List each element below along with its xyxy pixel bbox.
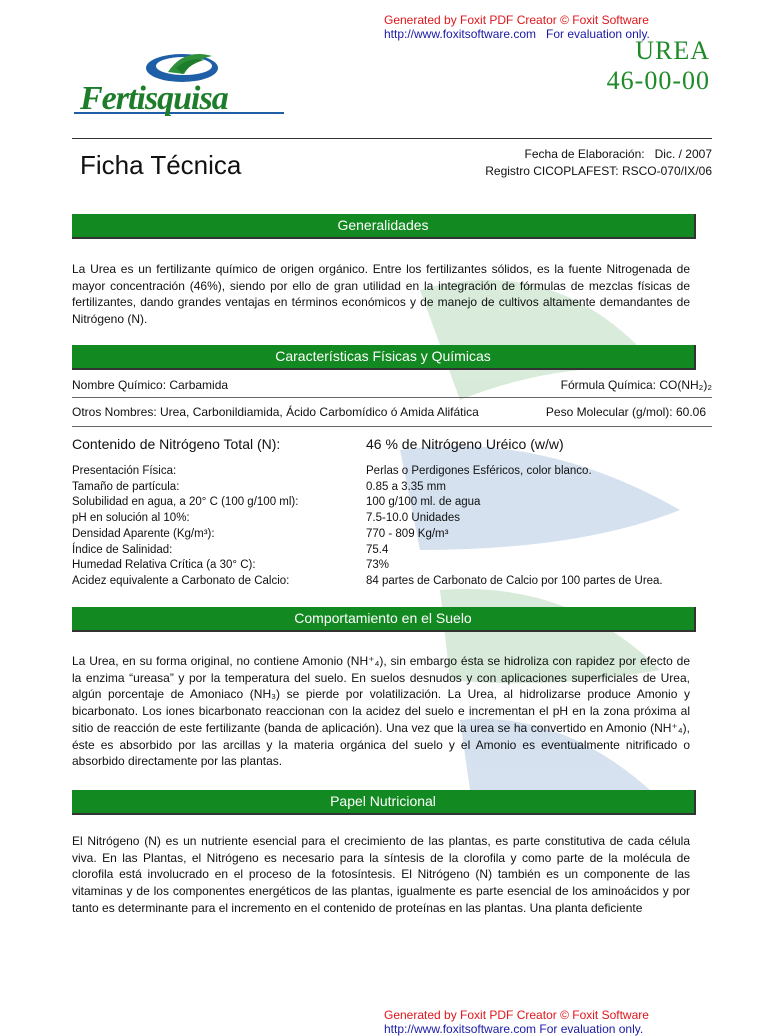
fecha-value: Dic. / 2007 — [654, 147, 712, 161]
property-label: Tamaño de partícula: — [72, 480, 180, 493]
property-label: Índice de Salinidad: — [72, 543, 173, 556]
formula-quimica: Fórmula Química: CO(NH₂)₂ — [560, 378, 712, 392]
property-row — [72, 480, 712, 496]
fecha-row — [470, 146, 712, 163]
foxit-watermark-bottom — [384, 1008, 649, 1036]
otros-nombres: Otros Nombres: Urea, Carbonildiamida, Ácido Carbomídico ó Amida Alifática — [72, 405, 479, 419]
product-heading — [607, 36, 710, 96]
nombre-quimico: Nombre Químico: Carbamida — [72, 378, 229, 392]
property-label: pH en solución al 10%: — [72, 512, 190, 525]
property-row — [72, 527, 712, 543]
registro: Registro CICOPLAFEST: RSCO-070/IX/06 — [485, 164, 712, 178]
property-row — [72, 543, 712, 559]
section-papel-nutricional-header: Papel Nutricional — [72, 790, 696, 815]
watermark-bottom-line-2: http://www.foxitsoftware.com For evaluation only. — [384, 1022, 644, 1036]
property-row — [72, 574, 712, 590]
section-comportamiento-header: Comportamiento en el Suelo — [72, 607, 696, 632]
contenido-nitrogeno-label: Contenido de Nitrógeno Total (N): — [72, 436, 281, 452]
property-value: Perlas o Perdigones Esféricos, color blanco. — [366, 465, 592, 477]
property-value: 84 partes de Carbonato de Calcio por 100 partes de Urea. — [366, 574, 663, 587]
properties-table — [72, 464, 712, 590]
papel-nutricional-text: El Nitrógeno (N) es un nutriente esencial para el crecimiento de las plantas, es parte constitutiva de cada célula viva. En las Plantas, el Nitrógeno es necesario para la síntesis de la clorofila y como parte de la molécula de clorofila está involucrado en el proceso de la fotosíntesis. El Nitrógeno (N) también es un componente de las vitaminas y de los componentes energéticos de las plantas, igualmente es parte esencial de los aminoácidos y por tanto es determinante para el incremento en el contenido de proteínas en las plantas. Una planta deficiente — [72, 834, 690, 915]
logo-wordmark: Fertisquisa — [80, 80, 228, 117]
property-label: Acidez equivalente a Carbonato de Calcio: — [72, 574, 290, 587]
comportamiento-text: La Urea, en su forma original, no contiene Amonio (NH⁺₄), sin embargo ésta se hidroliza con rapidez por efecto de la enzima “ureasa” y por la temperatura del suelo. En suelos desnudos y con aplicaciones superficiales de Urea, algún porcentaje de Amoniaco (NH₃) se pierde por volatilización. La Urea, al hidrolizarse produce Amonio y bicarbonato. Los iones bicarbonato reaccionan con la acidez del suelo e incrementan el pH en la zona próxima al sitio de reacción de este fertilizante (banda de aplicación). Una vez que la urea se ha convertido en Amonio (NH⁺₄), éste es absorbido por las arcillas y la materia orgánica del suelo y el Amonio es eventualmente nitrificado o absorbido directamente por las plantas. — [72, 654, 690, 769]
property-value: 0.85 a 3.35 mm — [366, 480, 446, 493]
divider-1 — [72, 397, 712, 398]
document-title: Ficha Técnica — [80, 150, 242, 180]
section-caracteristicas-header: Características Físicas y Químicas — [72, 345, 696, 370]
property-value: 73% — [366, 559, 390, 572]
property-value: 7.5-10.0 Unidades — [366, 512, 460, 525]
property-row — [72, 464, 712, 480]
generalidades-text: La Urea es un fertilizante químico de origen orgánico. Entre los fertilizantes sólidos, es la fuente Nitrogenada de mayor concentración (46%), siendo por ello de gran utilidad en la integración de fórmulas de mezclas físicas de fertilizantes, dando grandes ventajas en términos económicos y de manejo de cultivos altamente demandantes de Nitrógeno (N). — [72, 262, 690, 327]
section-generalidades-header: Generalidades — [72, 214, 696, 239]
header-divider — [72, 138, 712, 139]
contenido-nitrogeno-value: 46 % de Nitrógeno Uréico (w/w) — [366, 436, 564, 452]
product-name: UREA — [635, 36, 710, 65]
property-value: 770 - 809 Kg/m³ — [366, 527, 449, 540]
company-logo — [72, 50, 287, 122]
property-label: Solubilidad en agua, a 20° C (100 g/100 ml): — [72, 496, 299, 509]
property-label: Densidad Aparente (Kg/m³): — [72, 527, 215, 540]
property-row — [72, 558, 712, 574]
property-value: 100 g/100 ml. de agua — [366, 496, 481, 509]
property-value: 75.4 — [366, 543, 389, 556]
watermark-line-1: Generated by Foxit PDF Creator © Foxit Software — [384, 13, 649, 27]
property-label: Humedad Relativa Crítica (a 30° C): — [72, 559, 256, 572]
document-meta — [470, 146, 712, 180]
divider-2 — [72, 426, 712, 427]
fecha-label: Fecha de Elaboración: — [524, 147, 645, 161]
property-label: Presentación Física: — [72, 465, 177, 477]
product-formula: 46-00-00 — [606, 66, 710, 95]
peso-molecular: Peso Molecular (g/mol): 60.06 — [545, 405, 706, 419]
watermark-bottom-line-1: Generated by Foxit PDF Creator © Foxit Software — [384, 1008, 649, 1022]
property-row — [72, 495, 712, 511]
property-row — [72, 511, 712, 527]
watermark-line-2: http://www.foxitsoftware.com For evaluation only. — [384, 27, 650, 41]
